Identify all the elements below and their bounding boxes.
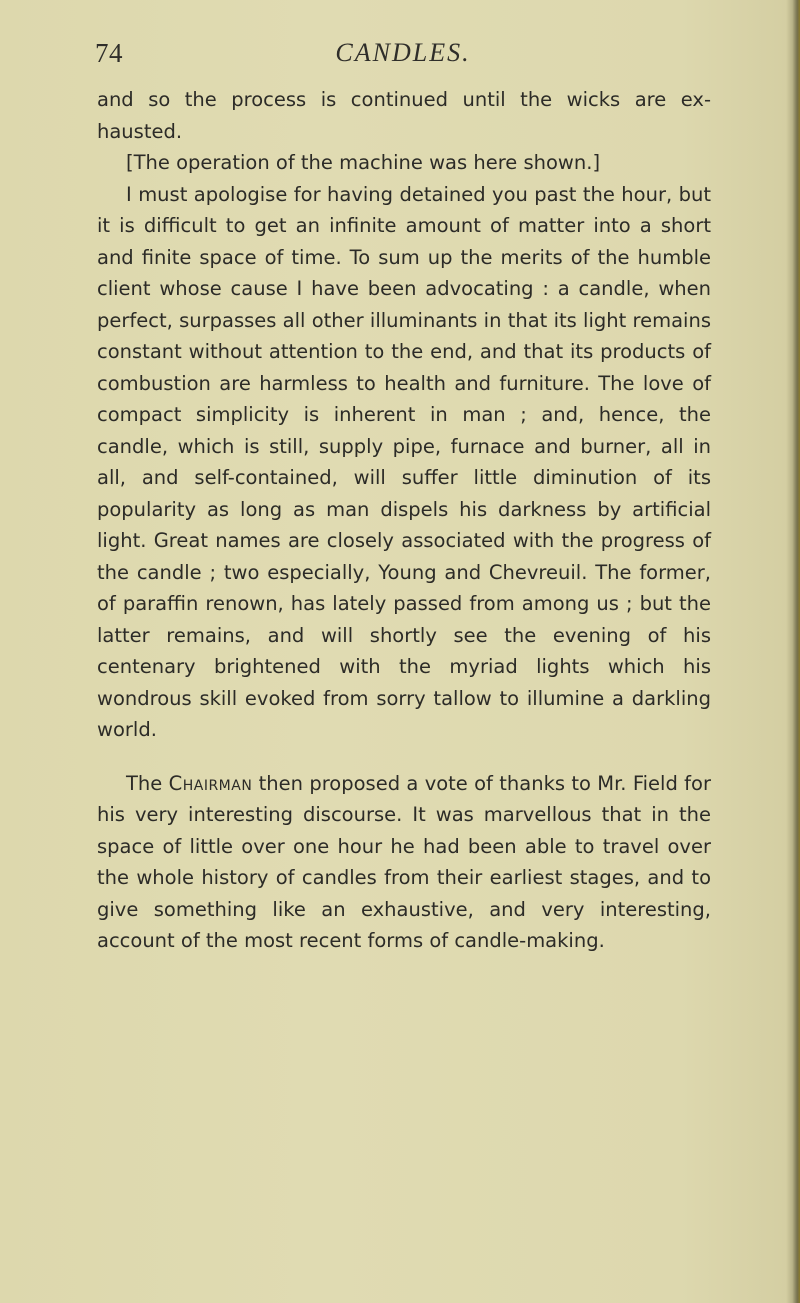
paragraph-lead-word: The [126,771,163,795]
page-number: 74 [95,38,123,68]
running-head [95,38,711,78]
body-text [97,84,711,957]
paragraph-conclusion: I must apologise for having detained you past the hour, but it is difficult to get an infinite amount of matter into a short and finite space of time. To sum up the merits of the humble client whose cause I have been advocating : a candle, when perfect, surpasses all other illuminants in that its light remains constant without attention to the end, and that its products of combustion are harmless to health and furniture. The love of compact simplicity is inherent in man ; and, hence, the candle, which is still, supply pipe, furnace and burner, all in all, and self-contained, will suffer little diminution of its popularity as long as man dispels his darkness by artificial light. Great names are closely associated with the progress of the candle ; two especially, Young and Chevreuil. The former, of paraffin renown, has lately passed from among us ; but the latter remains, and will shortly see the evening of his centenary brightened with the myriad lights which his wondrous skill evoked from sorry tallow to illumine a darkling world. [97,182,711,741]
running-title: CANDLES. [335,38,471,67]
speaker-name: Chairman [168,771,253,795]
paragraph-stage-note: [The operation of the machine was here shown.] [126,151,601,174]
paragraph-chairman [97,768,711,957]
paragraph-continuation: and so the process is continued until the wicks are ex-hausted. [97,88,711,143]
paragraph-chairman-text: then proposed a vote of thanks to Mr. Field for his very interesting discourse. It was marvellous that in the space of little over one hour he had been able to travel over the whole history of candles from their earliest stages, and to give something like an exhaustive, and very interesting, account of the most recent forms of candle-making. [97,771,711,952]
page-edge-shadow [786,0,800,1303]
